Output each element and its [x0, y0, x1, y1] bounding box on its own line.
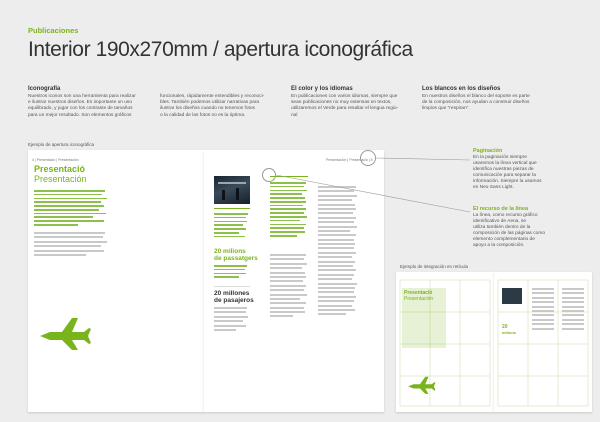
left-heading-es: Presentación: [34, 174, 87, 184]
grid-heading-es: Presentación: [404, 296, 434, 302]
intro-col3-heading: El color y los idiomas: [291, 86, 353, 92]
intro-col4-line: limpios que "respiran".: [422, 106, 470, 112]
stat1-number: 20 milions: [214, 248, 246, 255]
grid-airplane-icon: [406, 368, 436, 394]
left-folio: 4 | Presentació | Presentación: [32, 158, 79, 162]
intro-col3-line: sean publicaciones no muy extensas en textos,: [291, 100, 392, 106]
grid-example-caption: Ejemplo de integración en retícula: [400, 264, 469, 269]
spread-caption: Ejemplo de apertura iconográfica: [28, 142, 95, 147]
intro-col1-line: e ilustrar nuestros diseños. Es importante un uso: [28, 100, 132, 106]
intro-col1-line: equilibrado, y jugar con los contraste de tamaños: [28, 106, 133, 112]
annotation-linea: [473, 206, 583, 249]
annotation-paginacion-line: en Neo Sans Light.: [473, 185, 514, 190]
intro-col2-line: bles. También podemos utilizar narrativas para: [160, 100, 260, 106]
annotation-paginacion-line: En la paginación siempre: [473, 155, 527, 160]
annotation-linea-line: identificativo de Aena, se: [473, 219, 527, 224]
right-folio: Presentación | Presentació | 5: [326, 158, 373, 162]
grid-right-page: [494, 272, 592, 412]
stat2-unit: de pasajeros: [214, 297, 254, 304]
left-heading-ca: Presentació: [34, 164, 86, 174]
intro-col1-heading: Iconografía: [28, 86, 61, 92]
annotation-paginacion: [473, 148, 583, 191]
annotation-linea-line: La línea, como recurso gráfico: [473, 213, 538, 218]
intro-col3-line: En publicaciones con varios idiomas, siempre que: [291, 94, 398, 99]
intro-col4-heading: Los blancos en los diseños: [422, 86, 501, 92]
intro-col1-line: Nuestros iconos son una herramienta para realizar: [28, 94, 136, 99]
annotation-paginacion-line: identifica nuestras piezas de: [473, 167, 534, 172]
intro-col3-line: utilizaremos el Verde para resaltar el lengua regio-: [291, 106, 399, 112]
intro-col4-line: En nuestros diseños el blanco del soporte es parte: [422, 94, 530, 99]
annotation-paginacion-line: comunicación para separar la: [473, 173, 536, 178]
title-sub: / apertura iconográfica: [207, 38, 413, 61]
stat2-number: 20 millones: [214, 290, 250, 297]
intro-col3-line: nal: [291, 112, 298, 118]
annotation-paginacion-title: Paginación: [473, 148, 503, 154]
grid-photo: [502, 288, 522, 304]
annotation-linea-line: elemento complementario de: [473, 237, 535, 242]
title-main: Interior 190x270mm: [28, 38, 208, 61]
intro-col1-line: para un mejor resultado. Son elementos gráficos: [28, 112, 132, 118]
grid-stat-unit: milions: [502, 330, 517, 335]
intro-col4-line: de la composición, nos ayudan a construir diseños: [422, 100, 530, 106]
section-label: Publicaciones: [28, 26, 79, 35]
intro-col2-line: o la calidad de las fotos no es la óptima.: [160, 112, 246, 118]
annotation-linea-line: utiliza también dentro de la: [473, 225, 531, 230]
annotation-paginacion-line: información. Siempre la usamos: [473, 179, 542, 184]
annotation-paginacion-line: usaremos la línea vertical que: [473, 161, 537, 166]
annotation-linea-title: El recurso de la línea: [473, 206, 529, 212]
intro-col2-line: ilustrar los diseños cuando no tenemos fotos: [160, 106, 255, 112]
annotation-linea-line: apoyo a la composición.: [473, 243, 525, 248]
stat1-unit: de passatgers: [214, 255, 258, 262]
grid-stat-number: 20: [502, 324, 508, 330]
intro-col2-line: funcionales, rápidamente entendibles y reconoci-: [160, 94, 265, 99]
annotation-linea-line: composición de las páginas como: [473, 231, 545, 236]
grid-heading-ca: Presentació: [404, 290, 433, 296]
grid-left-page: [396, 272, 494, 412]
